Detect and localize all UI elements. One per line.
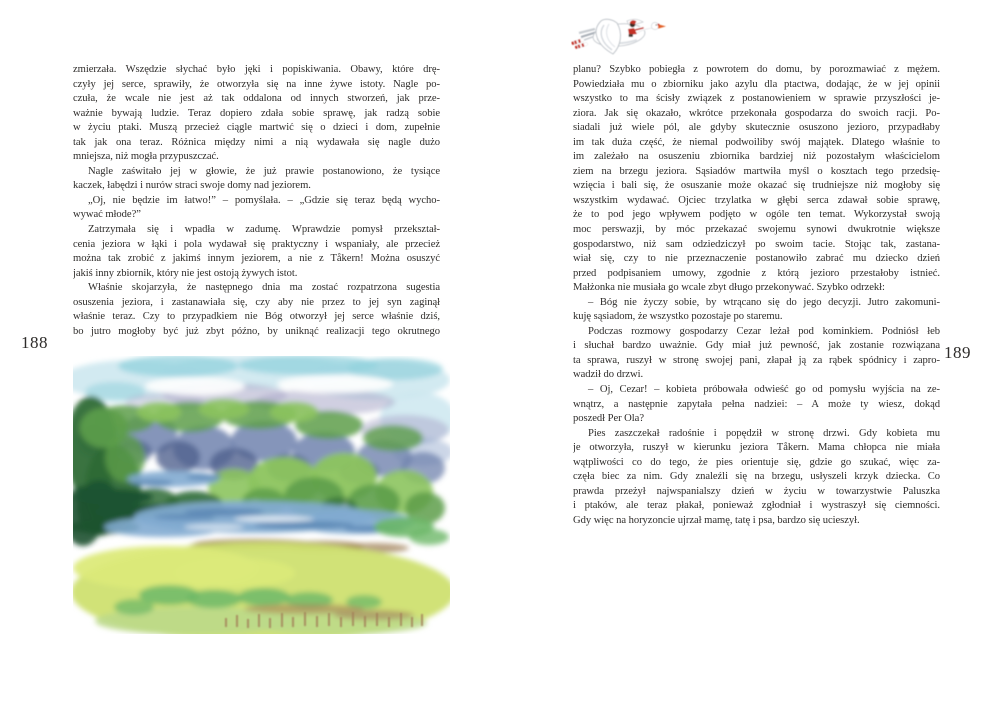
left-text-column <box>73 63 440 339</box>
text-line: „Oj, nie będzie im łatwo!” – pomyślała. – „Gdzie się teraz będą wycho- <box>88 194 440 206</box>
text-line: wszystkim wydawać. Ojciec trzylatka w głębi serca zdawał sobie sprawę, <box>573 194 940 206</box>
text-line: właśnie teraz. Czy to przypadkiem nie Bóg otworzył jej serce właśnie dziś, <box>73 311 440 323</box>
text-line: wątpliwości co do tego, że pies orientuje się, gdzie go szukać, więc za- <box>573 456 940 468</box>
text-line: wszystko to ma ścisły związek z postanowieniem w sprawie przyszłości je- <box>573 93 940 105</box>
text-line: im tak duża część, że niemal podwoiliby swój majątek. Dlatego właśnie to <box>573 136 940 148</box>
text-line: je otworzyła, ruszył w kierunku jeziora Tåkern. Mama chłopca nie miała <box>573 442 940 454</box>
text-line: kaczek, łabędzi i nurów straci swoje domy nad jeziorem. <box>73 180 311 192</box>
text-line: i słuchał bardzo uważnie. Gdy miał już pewność, jak zostanie rozwiązana <box>573 340 940 352</box>
text-line: czyły jej serce, sprawiły, że otworzyła się na inne żywe istoty. Nagle po- <box>73 78 440 90</box>
goose-rider-illustration <box>571 13 667 59</box>
text-line: – Bóg nie życzy sobie, by wtrącano się do jego decyzji. Jutro zakomuni- <box>588 296 940 308</box>
text-line: Pies zaszczekał radośnie i popędził w stronę drzwi. Gdy kobieta mu <box>588 427 940 439</box>
text-line: Podczas rozmowy gospodarzy Cezar leżał pod kominkiem. Podniósł łeb <box>588 325 940 337</box>
text-line: cenia jeziora w łąki i pola wydawał się praktyczny i wspaniały, ale przecież <box>73 238 440 250</box>
text-line: Powiedziała mu o zbiorniku jako azylu dla ptactwa, dodając, że w jej opinii <box>573 78 940 90</box>
text-line: Zatrzymała się i wpadła w zadumę. Wprawdzie pomysł przekształ- <box>88 224 440 236</box>
text-line: osuszenia jeziora, i zastanawiała się, czy aby nie przez to jej syn zaginął <box>73 296 440 308</box>
text-line: Gdy więc na horyzoncie ujrzał mamę, tatę i psa, bardzo się ucieszył. <box>573 514 860 526</box>
text-line: siadali już wiele pól, ale gdyby skutecznie osuszono jezioro, przypadłaby <box>573 122 940 134</box>
text-line: kuję sąsiadom, że wszystko pozostaje po staremu. <box>573 311 783 323</box>
text-line: prawda przeżył najwspanialszy dzień w życiu w towarzystwie Paluszka <box>573 485 940 497</box>
text-line: ważnie bywają ludzie. Teraz dopiero zdała sobie sprawę, jak radzą sobie <box>73 107 440 119</box>
text-line: – Oj, Cezar! – kobieta próbowała odwieść go od pomysłu wyjścia na ze- <box>588 384 940 396</box>
text-line: i ptaków, ale teraz płakał, ponieważ zgłodniał i wystraszył się ciemności. <box>573 500 940 512</box>
text-line: tak jak ona teraz. Różnica między nimi a nią wydawała się nagle dużo <box>73 136 440 148</box>
text-line: wiał się, czy to nie przeznaczenie postanowiło zabrać mu dziecko dzień <box>573 253 940 265</box>
text-line: Właśnie skojarzyła, że następnego dnia ma zostać rozpatrzona sugestia <box>88 282 440 294</box>
text-line: wywać młode?” <box>73 209 141 221</box>
page-number-left: 188 <box>21 333 48 352</box>
text-line: wadził do drzwi. <box>573 369 644 381</box>
text-line: mniejsza, niż mogła przypuszczać. <box>73 151 219 163</box>
text-line: ta sprawa, ruszył w stronę swojej pani, złapał ją za rąbek spódnicy i zapro- <box>573 354 940 366</box>
right-text-column <box>573 63 940 529</box>
watercolor-landscape-illustration <box>73 356 450 634</box>
text-line: moc perswazji, by móc przekazać swojemu synowi dwukrotnie większe <box>573 224 940 236</box>
text-line: ziem na brzegu jeziora. Sąsiadów martwiła myśl o kosztach tego przedsię- <box>573 165 940 177</box>
text-line: wzięcia i bali się, że osuszanie może okazać się trudniejsze niż mogłoby się <box>573 180 940 192</box>
page-number-right: 189 <box>944 343 971 362</box>
text-line: poszedł Per Ola? <box>573 413 644 425</box>
text-line: gospodarstwo, niż sam odziedziczył po swoim tacie. Stojąc tak, zastana- <box>573 238 940 250</box>
text-line: Małżonka nie musiała go wcale zbyt długo przekonywać. Szybko odrzekł: <box>573 282 885 294</box>
text-line: ziora. Jak się okazało, wkrótce przekonała gospodarza do swoich racji. Po- <box>573 107 940 119</box>
text-line: bo jutro mogłoby być już zbyt późno, by uniknąć realizacji tego okrutnego <box>73 325 440 337</box>
text-line: w życiu ptaki. Muszą przecież ciągle martwić się o dzieci i dom, zupełnie <box>73 122 440 134</box>
text-line: częła biec za nim. Gdy znaleźli się na brzegu, usłyszeli krzyk dziecka. Co <box>573 471 940 483</box>
text-line: im zależało na osuszeniu zbiornika bardziej niż pozostałym właścicielom <box>573 151 940 163</box>
text-line: można tak zrobić z jakimś innym jeziorem, a nie z Tåkern! Można osuszyć <box>73 253 440 265</box>
text-line: jakiś inny zbiornik, który nie jest ostoją żywych istot. <box>73 267 298 279</box>
text-line: planu? Szybko pobiegła z powrotem do domu, by porozmawiać z mężem. <box>573 64 940 75</box>
text-line: Nagle zaświtało jej w głowie, że już prawie postanowiono, że tysiące <box>88 165 440 177</box>
text-line: przed podpisaniem umowy, zgodnie z którą jezioro przestałoby istnieć. <box>573 267 940 279</box>
text-line: wnątrz, a następnie zapytała pełna nadziei: – A może ty wiesz, dokąd <box>573 398 940 410</box>
text-line: że to pod jego wpływem podjęto w ogóle ten temat. Wykorzystał swoją <box>573 209 940 221</box>
text-line: zmierzała. Wszędzie słychać było jęki i popiskiwania. Obawy, które drę- <box>73 64 440 75</box>
text-line: czuła, że wcale nie jest aż tak oddalona od innych stworzeń, jak prze- <box>73 93 440 105</box>
